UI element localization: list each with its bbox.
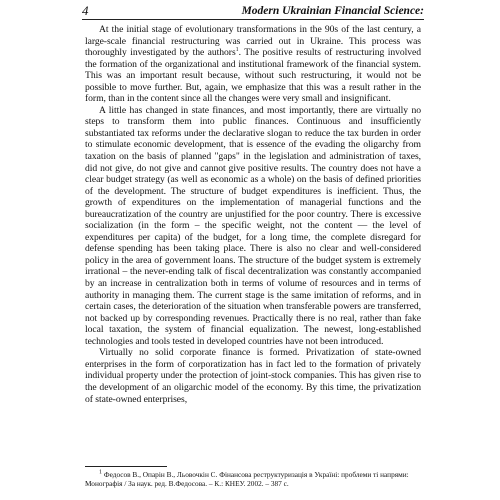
- footnote: [85, 470, 421, 489]
- footnote-marker: 1: [99, 469, 102, 476]
- paragraph-1-part-a: At the initial stage of evolutionary transformations in the 90s of the last century, a large-scale financial restructuring was carried out in Ukraine. This process was thoroughly investigated by the authors: [85, 24, 421, 59]
- paragraph-2: A little has changed in state finances, and most importantly, there are virtually no steps to transform them into public finances. Continuous and insufficiently substantiated tax reforms under the declarative slogan to reduce the tax burden in order to stimulate economic development, that is essence of the evading the oligarchy from taxation on the basis of planned "gaps" in the legislation and administration of taxes, did not give, do not give and cannot give positive results. The country does not have a clear budget strategy (as well as economic as a whole) on the basis of defined priorities of the development. The structure of budget expenditures is inefficient. Thus, the growth of expenditures on the implementation of managerial functions and the bureaucratization of the country are unjustified for the poor country. There is excessive socialization (in the form – the specific weight, not the content — the level of expenditures per capita) of the budget, for a long time, the complete disregard for defense spending has been taking place. There is also no clear and well-considered policy in the area of government loans. The structure of the budget system is extremely irrational – the never-ending talk of fiscal decentralization was constantly accompanied by an increase in centralization both in terms of volume of resources and in terms of authority in managing them. The current stage is the same imitation of reforms, and in certain cases, the deterioration of the situation when transferable powers are transferred, not backed up by corresponding revenues. Practically there is no real, rather than fake local taxation, the system of financial equalization. The newest, long-established technologies and tools tested in developed countries have not been introduced.: [85, 104, 421, 347]
- running-head: Modern Ukrainian Financial Science:: [241, 5, 424, 17]
- paragraph-3: Virtually no solid corporate finance is formed. Privatization of state-owned enterprises in the form of corporatization has in fact led to the formation of privately individual property under the protection of joint-stock companies. This has given rise to the development of an oligarchic model of the economy. By this time, the privatization of state-owned enterprises,: [85, 347, 421, 405]
- paragraph-1-part-b: . The positive results of restructuring involved the formation of the organizational and institutional framework of the financial system. This was an important result because, without such restructuring, it would not be possible to move further. But, again, we emphasize that this was a result rather in the form, than in the content since all the changes were very small and insignificant.: [85, 47, 421, 105]
- body-text: [85, 24, 421, 405]
- header-rule: [82, 19, 424, 20]
- footnote-rule: [85, 466, 167, 467]
- footnote-area: [85, 466, 421, 489]
- paragraph-1: [85, 24, 421, 105]
- page-number: 4: [82, 3, 89, 18]
- footnote-reference[interactable]: 1: [235, 46, 239, 53]
- footnote-text: Федосов В., Опарін В., Льовочкін С. Фінансова реструктуризація в Україні: проблеми ті напрями: Монографія / За наук. ред. В.Федосова. – К.: КНЕУ. 2002. – 387 с.: [85, 470, 409, 489]
- page-header: [82, 2, 424, 20]
